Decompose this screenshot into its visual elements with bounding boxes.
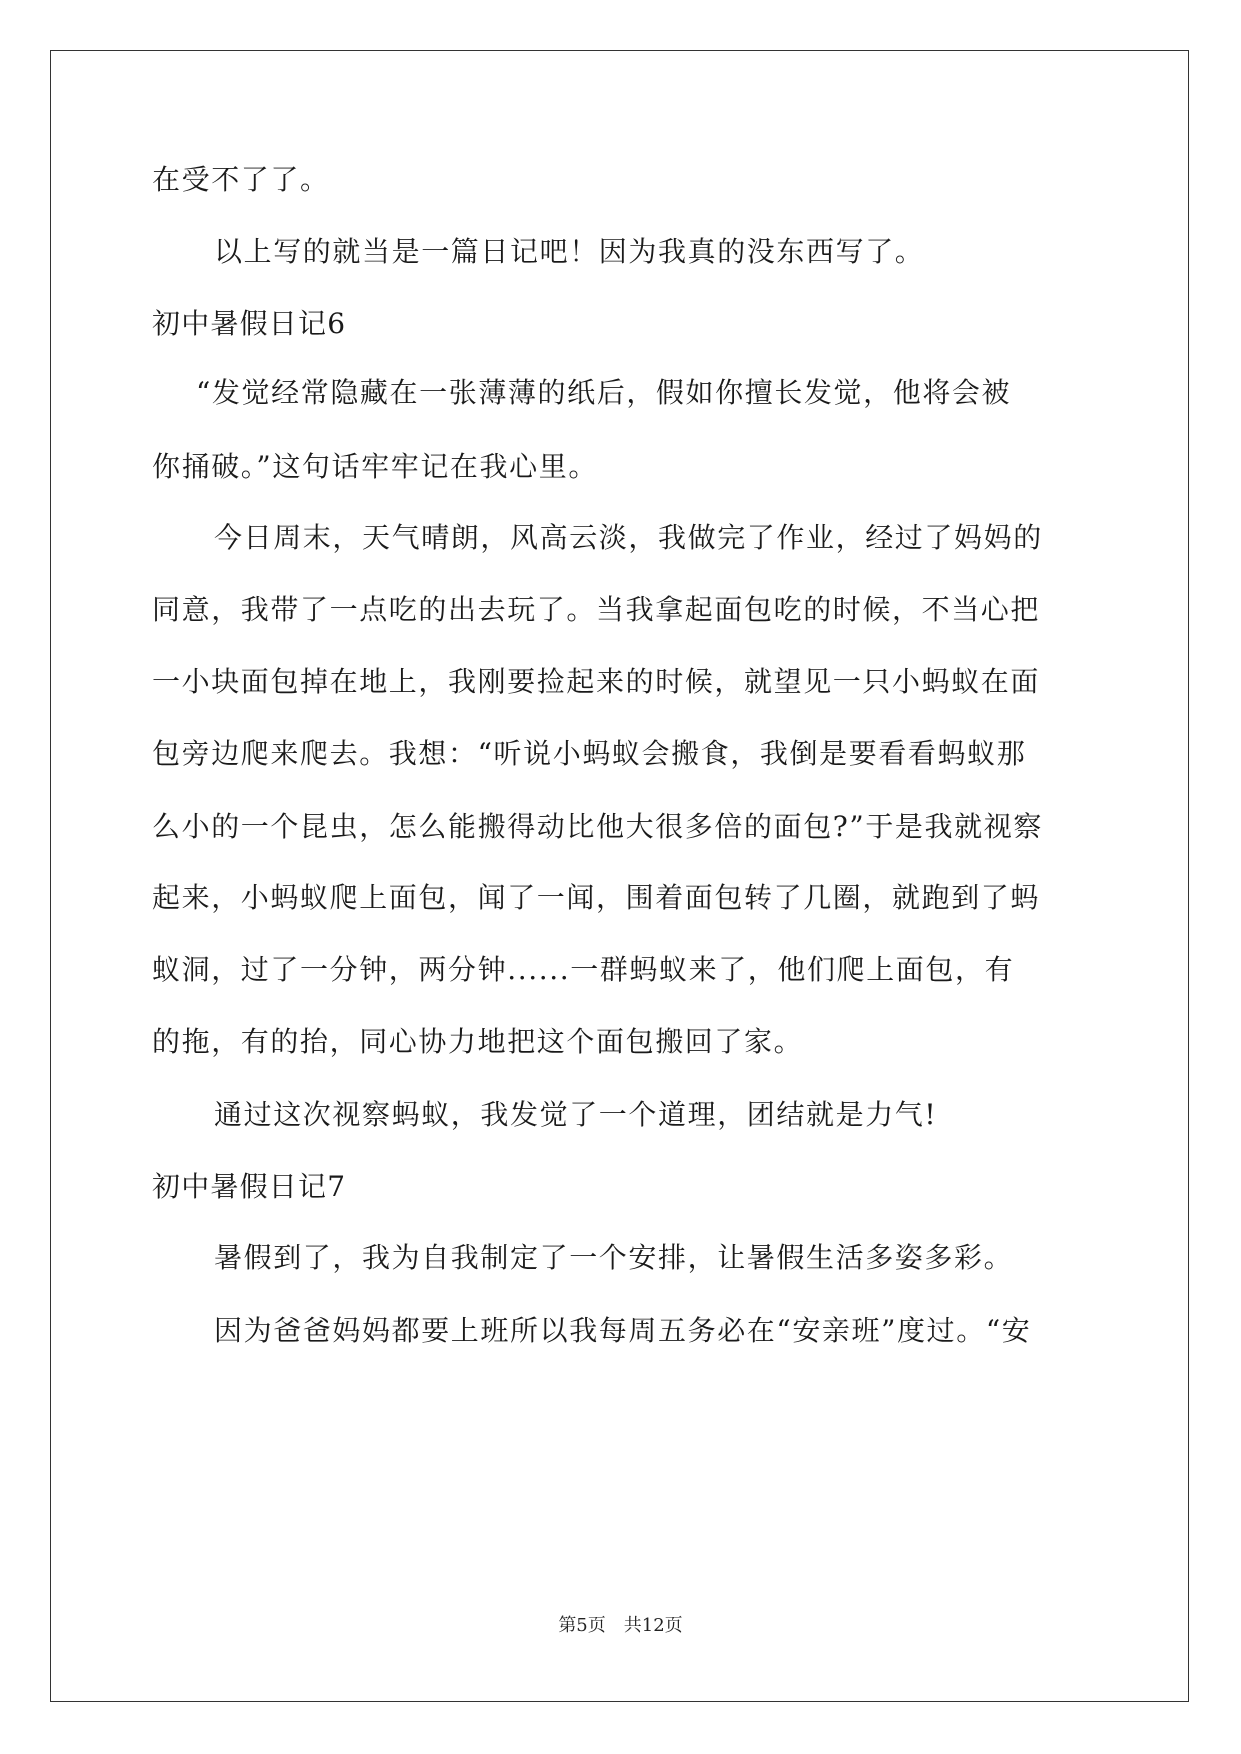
paragraph-line: 的拖，有的抬，同心协力地把这个面包搬回了家。 xyxy=(152,1025,804,1058)
page-number: 第5页 共12页 xyxy=(558,1615,683,1636)
section-heading: 初中暑假日记6 xyxy=(152,307,347,340)
page-border xyxy=(50,50,1189,1702)
paragraph-line: 蚁洞，过了一分钟，两分钟......一群蚂蚁来了，他们爬上面包，有 xyxy=(152,953,1015,986)
paragraph-line: 起来，小蚂蚁爬上面包，闻了一闻，围着面包转了几圈，就跑到了蚂 xyxy=(152,881,1041,914)
paragraph-line: 你捅破。”这句话牢牢记在我心里。 xyxy=(152,450,598,483)
paragraph-line: “发觉经常隐藏在一张薄薄的纸后，假如你擅长发觉，他将会被 xyxy=(196,376,1012,409)
paragraph-line: 么小的一个昆虫，怎么能搬得动比他大很多倍的面包?”于是我就视察 xyxy=(152,810,1043,843)
paragraph-line: 暑假到了，我为自我制定了一个安排，让暑假生活多姿多彩。 xyxy=(214,1241,1014,1274)
paragraph-line: 以上写的就当是一篇日记吧！因为我真的没东西写了。 xyxy=(214,235,925,268)
paragraph-line: 一小块面包掉在地上，我刚要捡起来的时候，就望见一只小蚂蚁在面 xyxy=(152,665,1041,698)
paragraph-line: 今日周末，天气晴朗，风高云淡，我做完了作业，经过了妈妈的 xyxy=(214,521,1043,554)
paragraph-line: 包旁边爬来爬去。我想：“听说小蚂蚁会搬食，我倒是要看看蚂蚁那 xyxy=(152,737,1027,770)
section-heading: 初中暑假日记7 xyxy=(152,1170,347,1203)
paragraph-line: 因为爸爸妈妈都要上班所以我每周五务必在“安亲班”度过。“安 xyxy=(214,1314,1032,1347)
paragraph-line: 同意，我带了一点吃的出去玩了。当我拿起面包吃的时候，不当心把 xyxy=(152,593,1041,626)
paragraph-line: 在受不了了。 xyxy=(152,163,330,196)
paragraph-line: 通过这次视察蚂蚁，我发觉了一个道理，团结就是力气! xyxy=(214,1098,938,1131)
